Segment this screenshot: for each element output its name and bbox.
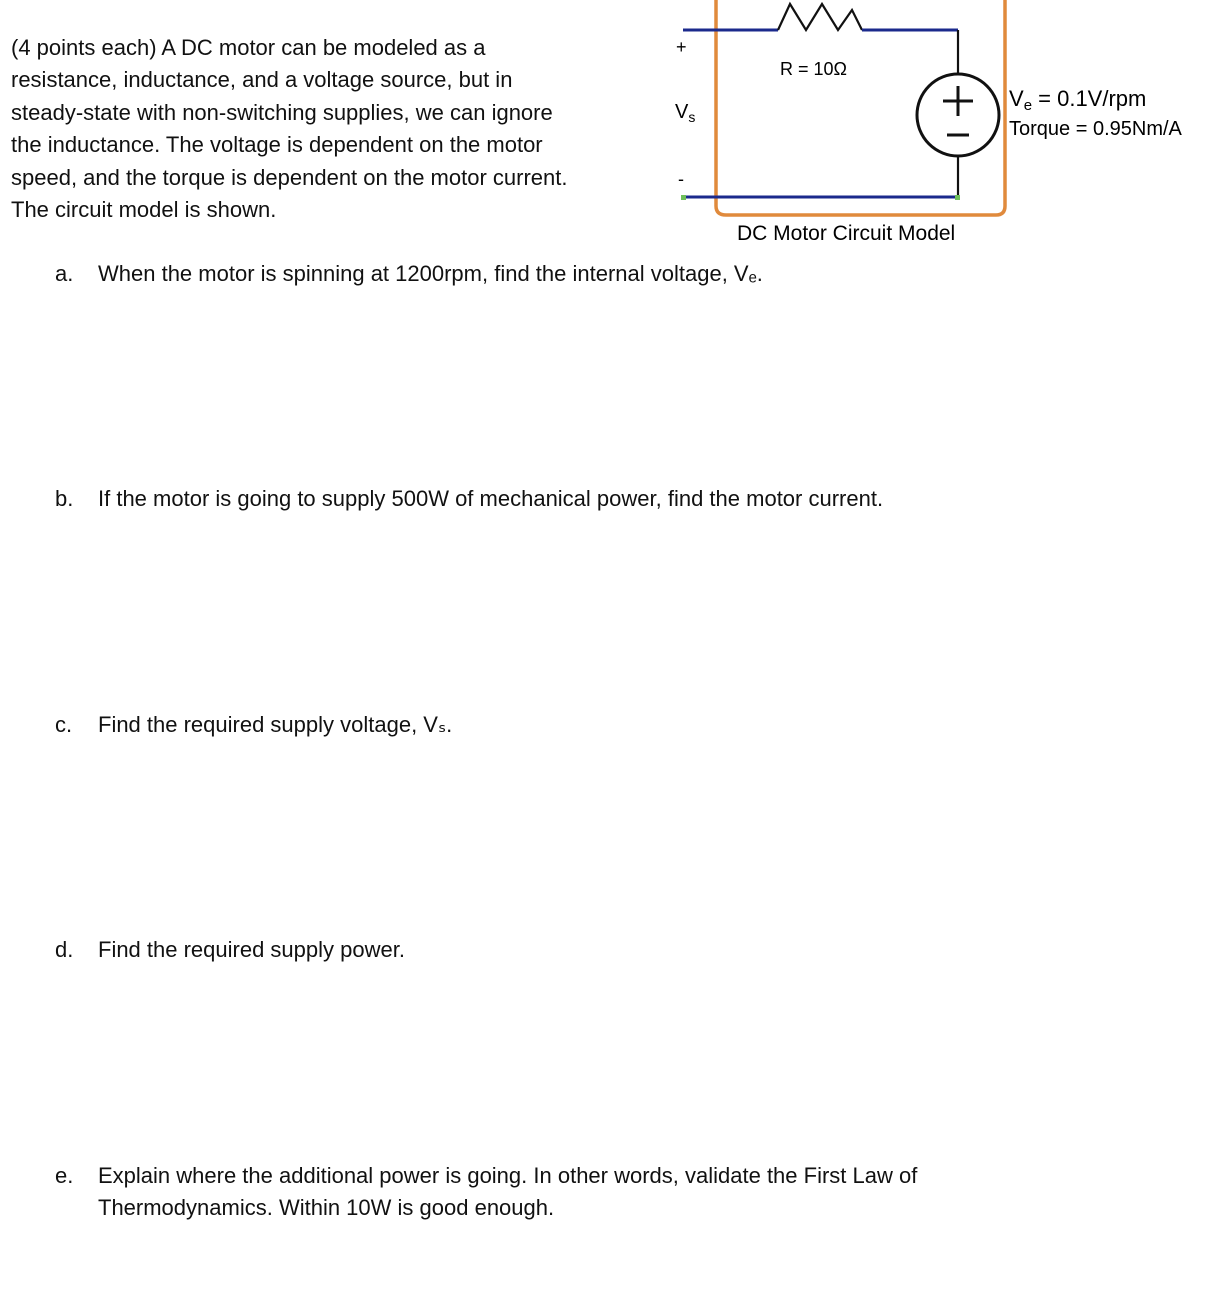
vs-main: V bbox=[675, 101, 689, 123]
intro-line: The circuit model is shown. bbox=[11, 197, 277, 223]
ve-rest: = 0.1V/rpm bbox=[1032, 86, 1147, 111]
intro-line: resistance, inductance, and a voltage source, but in bbox=[11, 67, 513, 93]
question-letter: e. bbox=[55, 1163, 74, 1188]
question-text bbox=[98, 709, 452, 741]
question-letter: c. bbox=[55, 712, 73, 737]
question-letter: a. bbox=[55, 261, 74, 286]
ve-main: V bbox=[1009, 86, 1024, 111]
intro-line: steady-state with non-switching supplies, we can ignore bbox=[11, 99, 553, 125]
question-line: Find the required supply power. bbox=[98, 937, 405, 962]
question-text bbox=[98, 1160, 917, 1224]
dc-motor-circuit-diagram bbox=[0, 0, 1220, 250]
vs-sub: s bbox=[688, 109, 696, 125]
question-line: Thermodynamics. Within 10W is good enough. bbox=[98, 1195, 555, 1220]
intro-line: (4 points each) A DC motor can be modeled as a bbox=[11, 35, 486, 60]
question-text bbox=[98, 258, 763, 290]
supply-voltage-label bbox=[675, 101, 695, 125]
question-letter: d. bbox=[55, 937, 74, 962]
question-line: Explain where the additional power is going. In other words, validate the First Law of bbox=[98, 1163, 918, 1188]
resistor-label: R = 10Ω bbox=[780, 59, 847, 79]
supply-plus-label: + bbox=[676, 37, 687, 57]
torque-constant-label: Torque = 0.95Nm/A bbox=[1009, 118, 1182, 140]
question-letter: b. bbox=[55, 486, 74, 511]
question-text bbox=[98, 483, 883, 515]
diagram-caption: DC Motor Circuit Model bbox=[737, 222, 956, 245]
intro-line: the inductance. The voltage is dependent on the motor bbox=[11, 132, 543, 158]
question-line: Find the required supply voltage, Vₛ. bbox=[98, 712, 453, 737]
node-marker bbox=[955, 195, 960, 200]
motor-model-box bbox=[716, 0, 1005, 215]
back-emf-constant-label bbox=[1009, 86, 1146, 114]
supply-minus-label: - bbox=[678, 169, 684, 189]
resistor-symbol bbox=[778, 4, 862, 30]
intro-line: speed, and the torque is dependent on the motor current. bbox=[11, 164, 568, 190]
question-line: If the motor is going to supply 500W of mechanical power, find the motor current. bbox=[98, 486, 884, 511]
ve-sub: e bbox=[1023, 97, 1033, 114]
node-marker bbox=[681, 195, 686, 200]
question-text bbox=[98, 934, 405, 966]
question-line: When the motor is spinning at 1200rpm, find the internal voltage, Vₑ. bbox=[98, 261, 763, 286]
